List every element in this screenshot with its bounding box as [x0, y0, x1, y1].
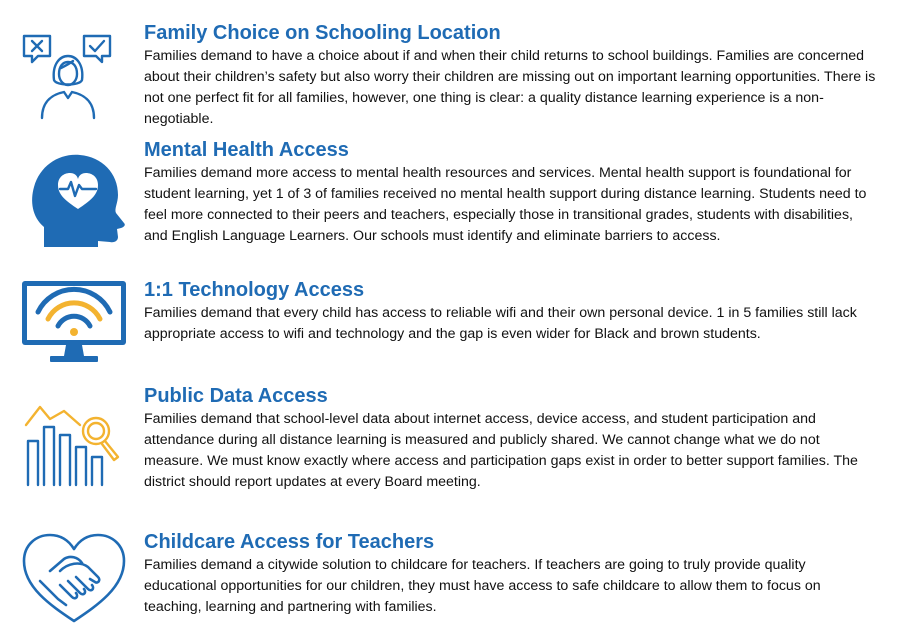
section-body: Families demand that every child has access to reliable wifi and their own personal device. 1 in 5 families still lack appropriate access to wifi and technology and the gap is even wider for Black and brown students.: [144, 305, 857, 342]
section-heading: Childcare Access for Teachers: [144, 531, 435, 553]
section-body: Families demand to have a choice about if and when their child returns to school buildings. Families are concerned about their children’s safety but also worry their children are missing out on important learning opportunities. There is not one perfect fit for all families, however, one thing is clear: a quality distance learning experience is a non-negotiable.: [144, 48, 876, 127]
section-body: Families demand more access to mental health resources and services. Mental health support is foundational for student learning, yet 1 of 3 of families received no mental health support during distance learning. Students need to feel more connected to their peers and teachers, especially those in transitional grades, students with disabilities, and English Language Learners. Our schools must identify and eliminate barriers to access.: [144, 165, 867, 244]
heart-hands-icon: [20, 531, 128, 625]
section-heading: Public Data Access: [144, 385, 328, 407]
bar-chart-magnifier-icon: [20, 401, 128, 489]
section-heading: 1:1 Technology Access: [144, 279, 365, 301]
section-body: Families demand that school-level data about internet access, device access, and student participation and attendance during all distance learning is measured and publicly shared. We cannot change what we do not measure. We must know exactly where access and participation gaps exist in order to better support families. The district should report updates at every Board meeting.: [144, 411, 858, 490]
parent-choice-icon: [20, 28, 128, 122]
section-heading: Family Choice on Schooling Location: [144, 22, 501, 44]
section-heading: Mental Health Access: [144, 139, 349, 161]
monitor-wifi-icon: [20, 279, 128, 365]
section-body: Families demand a citywide solution to childcare for teachers. If teachers are going to truly provide quality educational opportunities for our children, they must have access to safe childcare to allow them to focus on teaching, learning and partnering with families.: [144, 557, 821, 615]
head-heart-icon: [20, 151, 128, 247]
